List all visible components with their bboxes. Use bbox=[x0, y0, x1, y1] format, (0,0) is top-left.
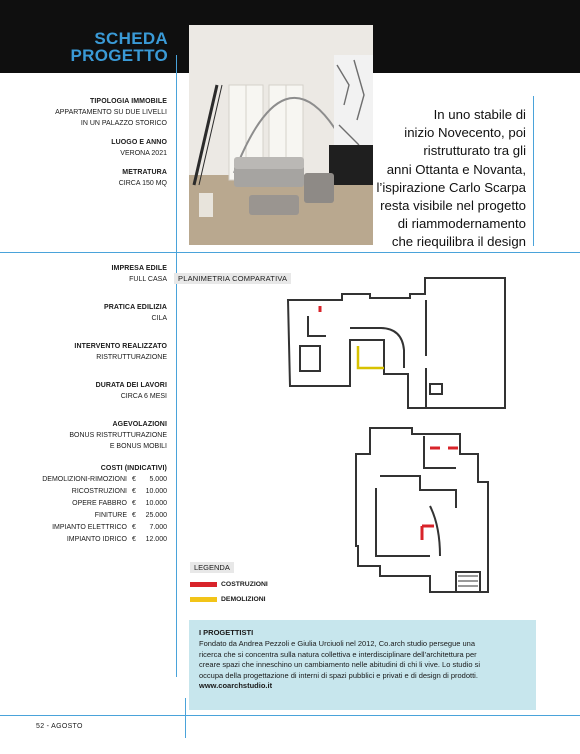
page-footer: 52 - AGOSTO bbox=[36, 723, 83, 730]
cost-row bbox=[20, 534, 167, 546]
guide-line-horizontal-top bbox=[0, 252, 580, 253]
pull-quote-line: ristrutturato tra gli bbox=[423, 143, 526, 159]
designers-box bbox=[189, 620, 536, 710]
section-title bbox=[60, 30, 168, 64]
legend-swatch-red bbox=[190, 582, 217, 587]
legend-title: LEGENDA bbox=[190, 562, 234, 573]
spec-value: APPARTAMENTO SU DUE LIVELLI bbox=[55, 109, 167, 116]
guide-line-vertical-bottom bbox=[185, 698, 186, 738]
interior-photo bbox=[189, 25, 373, 245]
spec-label: INTERVENTO REALIZZATO bbox=[74, 343, 167, 350]
specs-top bbox=[20, 97, 167, 198]
spec-tipologia bbox=[20, 97, 167, 129]
designers-line: occupa della progettazione di interni di spazi pubblici e privati e di design di prodotti. bbox=[199, 670, 478, 680]
spec-value: FULL CASA bbox=[129, 276, 167, 283]
cost-row bbox=[20, 474, 167, 486]
spec-label: IMPRESA EDILE bbox=[111, 265, 167, 272]
legend-label: DEMOLIZIONI bbox=[221, 596, 266, 603]
guide-line-vertical-left bbox=[176, 55, 177, 677]
spec-metratura bbox=[20, 168, 167, 189]
pull-quote-line: l’ispirazione Carlo Scarpa bbox=[376, 179, 526, 195]
pull-quote-line: anni Ottanta e Novanta, bbox=[386, 161, 526, 177]
designers-line: Fondato da Andrea Pezzoli e Giulia Urciuoli nel 2012, Co.arch studio persegue una bbox=[199, 639, 476, 649]
cost-currency: € bbox=[132, 536, 136, 543]
section-title-line1: SCHEDA bbox=[94, 29, 168, 48]
spec-impresa bbox=[20, 264, 167, 285]
spec-value: BONUS RISTRUTTURAZIONE bbox=[69, 432, 167, 439]
interior-photo-illustration bbox=[189, 25, 373, 245]
cost-currency: € bbox=[132, 488, 136, 495]
specs-bottom bbox=[20, 264, 167, 555]
designers-website-link[interactable]: www.coarchstudio.it bbox=[199, 681, 273, 691]
cost-row bbox=[20, 486, 167, 498]
cost-name: RICOSTRUZIONI bbox=[71, 488, 127, 495]
spec-value: E BONUS MOBILI bbox=[109, 443, 167, 450]
cost-currency: € bbox=[132, 524, 136, 531]
legend-swatch-yellow bbox=[190, 597, 217, 602]
cost-name: DEMOLIZIONI-RIMOZIONI bbox=[42, 476, 127, 483]
spec-agevolazioni bbox=[20, 420, 167, 452]
spec-intervento bbox=[20, 342, 167, 363]
cost-value: 10.000 bbox=[145, 488, 167, 495]
spec-value: VERONA 2021 bbox=[120, 150, 167, 157]
spec-value: RISTRUTTURAZIONE bbox=[96, 354, 167, 361]
floor-plan-lower bbox=[356, 428, 488, 592]
spec-label: AGEVOLAZIONI bbox=[112, 421, 167, 428]
cost-row bbox=[20, 498, 167, 510]
pull-quote-line: In uno stabile di bbox=[433, 107, 526, 122]
pull-quote bbox=[370, 106, 526, 252]
guide-line-horizontal-bottom bbox=[0, 715, 580, 716]
pull-quote-line: che riequilibra il design bbox=[391, 234, 526, 250]
cost-name: IMPIANTO ELETTRICO bbox=[52, 524, 127, 531]
spec-value: IN UN PALAZZO STORICO bbox=[80, 120, 167, 127]
cost-value: 5.000 bbox=[149, 476, 167, 483]
cost-row bbox=[20, 510, 167, 522]
spec-value: CIRCA 6 MESI bbox=[120, 393, 167, 400]
cost-value: 25.000 bbox=[145, 512, 167, 519]
legend-item-costruzioni bbox=[190, 581, 268, 588]
cost-value: 12.000 bbox=[145, 536, 167, 543]
spec-value: CIRCA 150 MQ bbox=[118, 180, 167, 187]
cost-currency: € bbox=[132, 512, 136, 519]
pull-quote-line: di riammodernamento bbox=[397, 216, 526, 232]
designers-title: I PROGETTISTI bbox=[199, 628, 254, 637]
pull-quote-line: resta visibile nel progetto bbox=[380, 198, 526, 214]
floor-plans bbox=[280, 276, 530, 606]
spec-label: COSTI (INDICATIVI) bbox=[100, 465, 167, 472]
cost-currency: € bbox=[132, 500, 136, 507]
legend-label: COSTRUZIONI bbox=[221, 581, 268, 588]
cost-name: OPERE FABBRO bbox=[72, 500, 127, 507]
cost-value: 7.000 bbox=[149, 524, 167, 531]
spec-durata bbox=[20, 381, 167, 402]
spec-label: DURATA DEI LAVORI bbox=[95, 382, 167, 389]
spec-label: METRATURA bbox=[122, 169, 167, 176]
spec-label: LUOGO E ANNO bbox=[111, 139, 167, 146]
plan-label: PLANIMETRIA COMPARATIVA bbox=[174, 273, 291, 284]
section-title-line2: PROGETTO bbox=[70, 46, 168, 65]
pull-quote-line: inizio Novecento, poi bbox=[404, 125, 526, 141]
spec-costi bbox=[20, 464, 167, 546]
spec-pratica bbox=[20, 303, 167, 324]
cost-value: 10.000 bbox=[145, 500, 167, 507]
spec-label: TIPOLOGIA IMMOBILE bbox=[90, 98, 167, 105]
legend-item-demolizioni bbox=[190, 596, 266, 603]
designers-line: creare spazi che inneschino un cambiamento nelle abitudini di chi li vive. Lo studio si bbox=[199, 660, 480, 670]
spec-luogo bbox=[20, 138, 167, 159]
spec-label: PRATICA EDILIZIA bbox=[103, 304, 167, 311]
cost-name: FINITURE bbox=[94, 512, 127, 519]
cost-name: IMPIANTO IDRICO bbox=[66, 536, 127, 543]
designers-line: ricerca che si concentra sulla natura collettiva e interdisciplinare dell’architettura per bbox=[199, 649, 477, 659]
floor-plan-upper bbox=[288, 278, 505, 408]
spec-value: CILA bbox=[151, 315, 167, 322]
cost-currency: € bbox=[132, 476, 136, 483]
guide-line-vertical-right bbox=[533, 96, 534, 246]
cost-row bbox=[20, 522, 167, 534]
